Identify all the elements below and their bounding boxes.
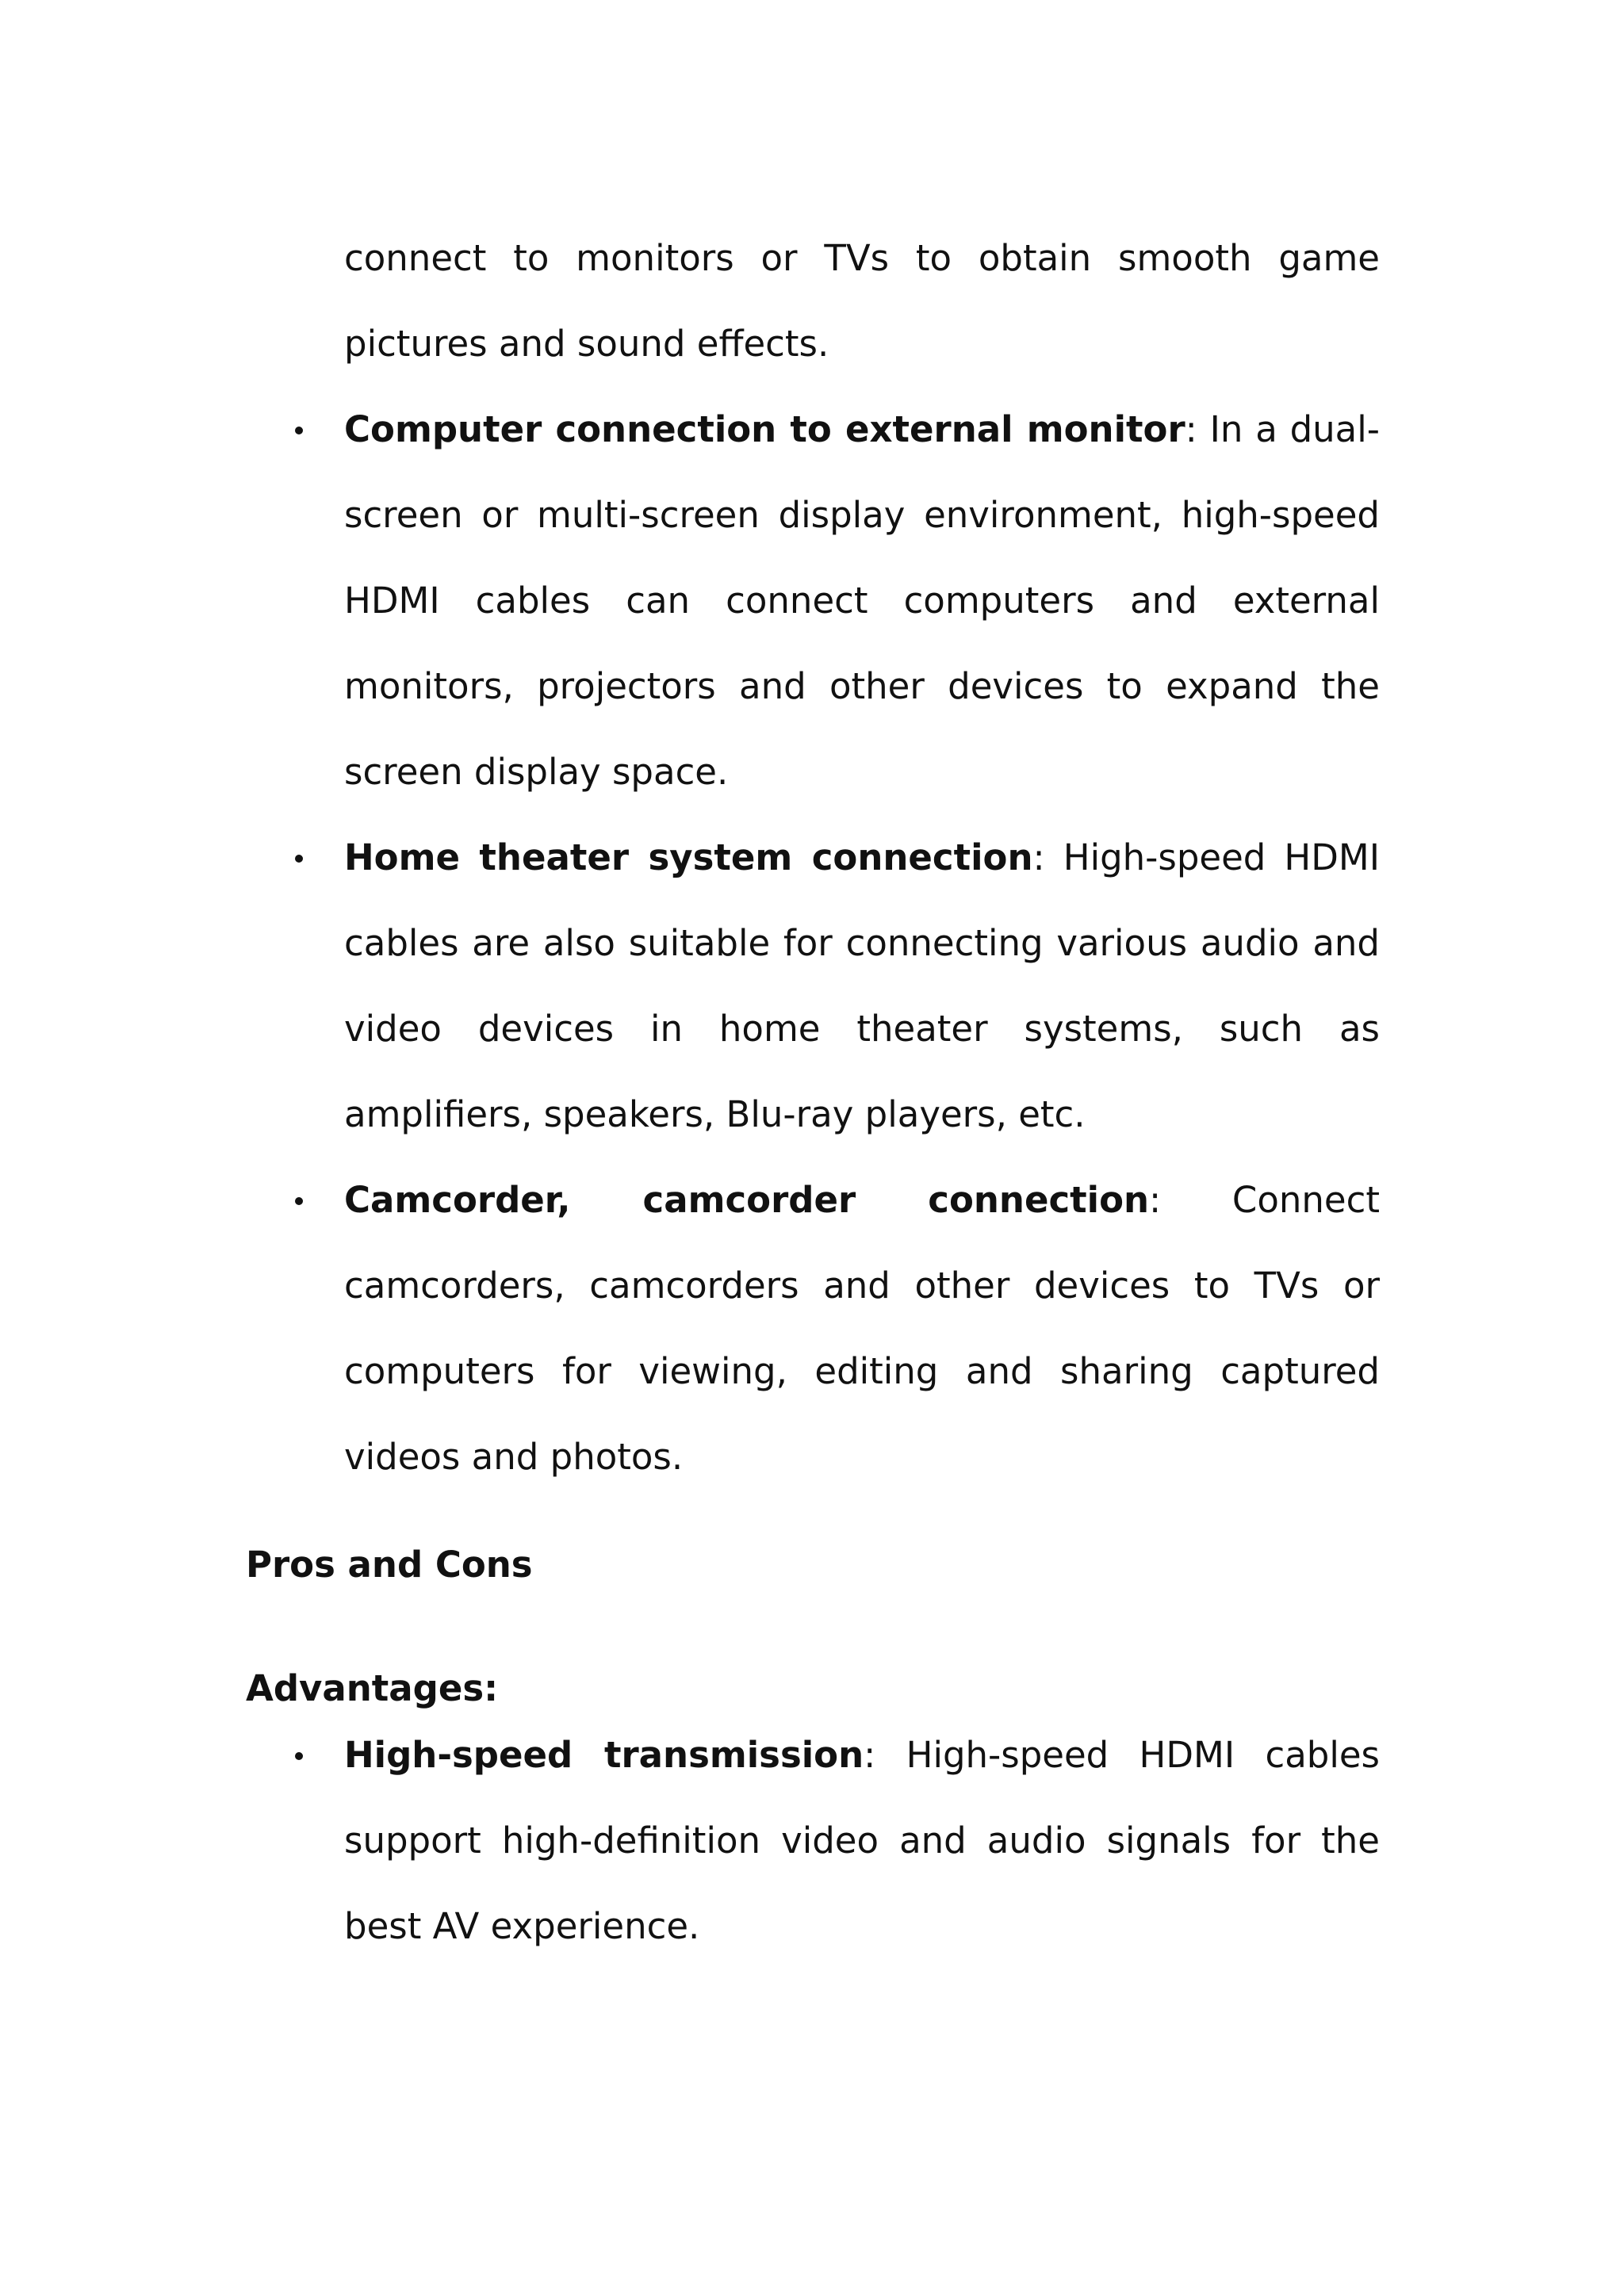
advantages-list	[246, 1712, 1380, 1969]
list-item-separator: :	[864, 1734, 876, 1776]
list-item-separator: :	[1149, 1179, 1162, 1221]
list-item	[246, 1158, 1380, 1500]
list-item-title: Computer connection to external monitor	[344, 408, 1185, 450]
bullet-icon	[295, 855, 303, 863]
list-item-text: In a dual-screen or multi-screen display environment, high-speed HDMI cables can connect computers and external monitors, projectors and other devices to expand the screen display space.	[344, 408, 1381, 793]
list-item-separator: :	[1032, 836, 1045, 878]
bullet-icon	[295, 1752, 303, 1760]
bullet-icon	[295, 427, 303, 434]
list-item	[246, 387, 1380, 815]
section-heading-pros-cons: Pros and Cons	[246, 1544, 533, 1586]
bullet-icon	[295, 1197, 303, 1205]
continuation-paragraph: connect to monitors or TVs to obtain smooth game pictures and sound effects.	[344, 237, 1380, 365]
section-heading-advantages: Advantages:	[246, 1667, 499, 1709]
list-item	[246, 815, 1380, 1158]
list-item-title: Camcorder, camcorder connection	[344, 1179, 1150, 1221]
list-item-separator: :	[1185, 408, 1197, 450]
list-item-title: High-speed transmission	[344, 1734, 864, 1776]
document-body	[246, 216, 1380, 1969]
list-item-text: High-speed HDMI cables support high-definition video and audio signals for the best AV experience.	[344, 1734, 1380, 1947]
list-item-text: High-speed HDMI cables are also suitable for connecting various audio and video devices in home theater systems, such as amplifiers, speakers, Blu-ray players, etc.	[344, 836, 1380, 1135]
list-item-text: Connect camcorders, camcorders and other devices to TVs or computers for viewing, editing and sharing captured videos and photos.	[344, 1179, 1380, 1478]
list-item-title: Home theater system connection	[344, 836, 1033, 878]
list-item	[246, 1712, 1380, 1969]
uses-list	[246, 387, 1380, 1500]
